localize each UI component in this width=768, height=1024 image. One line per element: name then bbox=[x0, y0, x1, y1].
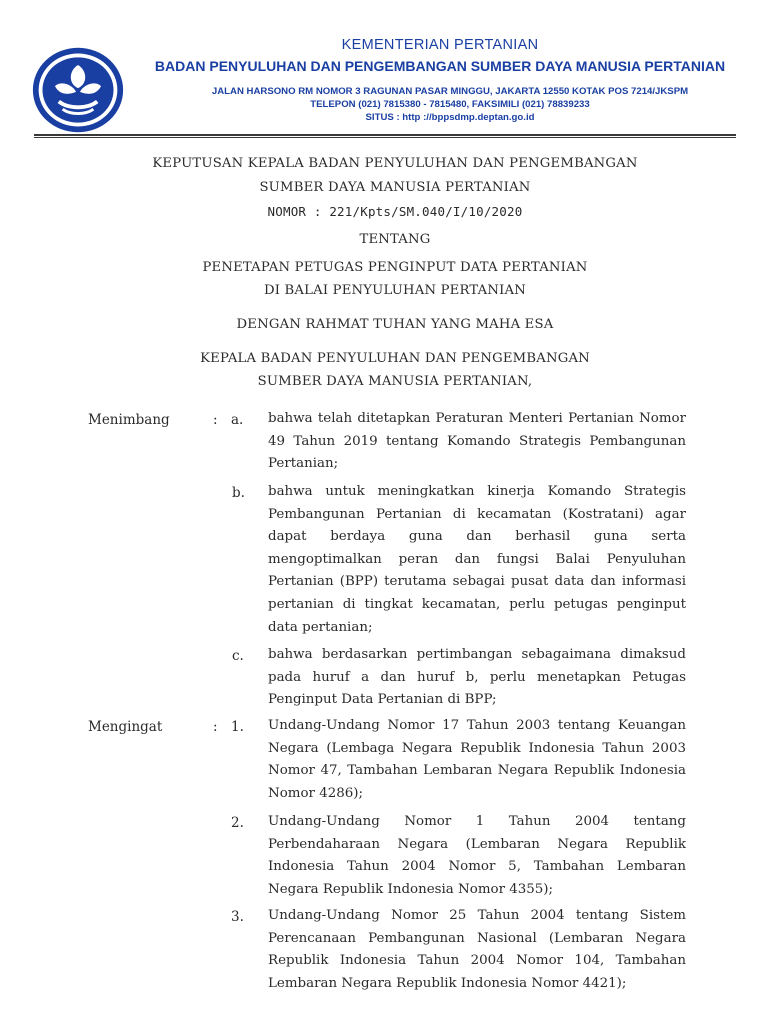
letterhead-divider bbox=[34, 134, 736, 136]
menimbang-marker: b. bbox=[232, 485, 245, 501]
menimbang-colon: : bbox=[213, 412, 218, 428]
menimbang-label: Menimbang bbox=[88, 412, 170, 428]
tentang-label: TENTANG bbox=[359, 232, 431, 247]
agency-phone: TELEPON (021) 7815380 - 7815480, FAKSIMILI (021) 78839233 bbox=[310, 99, 590, 110]
mengingat-marker: 3. bbox=[231, 909, 244, 925]
agency-website: SITUS : http ://bppsdmp.deptan.go.id bbox=[365, 112, 535, 123]
issuer-line2: SUMBER DAYA MANUSIA PERTANIAN, bbox=[257, 374, 533, 389]
menimbang-marker: a. bbox=[231, 412, 244, 428]
menimbang-item: bahwa berdasarkan pertimbangan sebagaimana dimaksud pada huruf a dan huruf b, perlu menetapkan Petugas Penginput Data Pertanian di BPP; bbox=[268, 647, 686, 708]
mengingat-item: Undang-Undang Nomor 17 Tahun 2003 tentang Keuangan Negara (Lembaga Negara Republik Indonesia Tahun 2003 Nomor 47, Tambahan Lembaran Negara Republik Indonesia Nomor 4286); bbox=[268, 718, 686, 801]
letterhead-divider-thin bbox=[34, 137, 736, 138]
decree-number: NOMOR : 221/Kpts/SM.040/I/10/2020 bbox=[267, 204, 523, 219]
subject-line1: PENETAPAN PETUGAS PENGINPUT DATA PERTANIAN bbox=[202, 260, 588, 275]
mengingat-marker: 1. bbox=[231, 719, 244, 735]
agency-name: BADAN PENYULUHAN DAN PENGEMBANGAN SUMBER DAYA MANUSIA PERTANIAN bbox=[154, 58, 726, 74]
mengingat-marker: 2. bbox=[231, 815, 244, 831]
mengingat-colon: : bbox=[213, 719, 218, 735]
blessing-line: DENGAN RAHMAT TUHAN YANG MAHA ESA bbox=[236, 317, 554, 332]
ministry-name: KEMENTERIAN PERTANIAN bbox=[341, 37, 539, 53]
issuer-line1: KEPALA BADAN PENYULUHAN DAN PENGEMBANGAN bbox=[200, 351, 590, 366]
ministry-logo-icon bbox=[30, 42, 126, 138]
mengingat-item: Undang-Undang Nomor 25 Tahun 2004 tentang Sistem Perencanaan Pembangunan Nasional (Lembaran Negara Republik Indonesia Tahun 2004 Nomor 104, Tambahan Lembaran Negara Republik Indonesia Nomor 4421); bbox=[268, 908, 686, 991]
decree-title-line1: KEPUTUSAN KEPALA BADAN PENYULUHAN DAN PENGEMBANGAN bbox=[152, 156, 638, 171]
menimbang-item: bahwa telah ditetapkan Peraturan Menteri Pertanian Nomor 49 Tahun 2019 tentang Komando Strategis Pembangunan Pertanian; bbox=[268, 411, 686, 472]
decree-title-line2: SUMBER DAYA MANUSIA PERTANIAN bbox=[259, 180, 531, 195]
mengingat-label: Mengingat bbox=[88, 719, 163, 735]
menimbang-marker: c. bbox=[232, 648, 244, 664]
subject-line2: DI BALAI PENYULUHAN PERTANIAN bbox=[263, 283, 527, 298]
menimbang-item: bahwa untuk meningkatkan kinerja Komando Strategis Pembangunan Pertanian di kecamatan (Kostratani) agar dapat berdaya guna dan berhasil guna serta mengoptimalkan peran dan fungsi Balai Penyuluhan Pertanian (BPP) terutama sebagai pusat data dan informasi pertanian di tingkat kecamatan, perlu petugas penginput data pertanian; bbox=[268, 484, 686, 635]
mengingat-item: Undang-Undang Nomor 1 Tahun 2004 tentang Perbendaharaan Negara (Lembaran Negara Republik Indonesia Tahun 2004 Nomor 5, Tambahan Lembaran Negara Republik Indonesia Nomor 4355); bbox=[268, 814, 686, 897]
agency-address: JALAN HARSONO RM NOMOR 3 RAGUNAN PASAR MINGGU, JAKARTA 12550 KOTAK POS 7214/JKSPM bbox=[211, 86, 689, 97]
